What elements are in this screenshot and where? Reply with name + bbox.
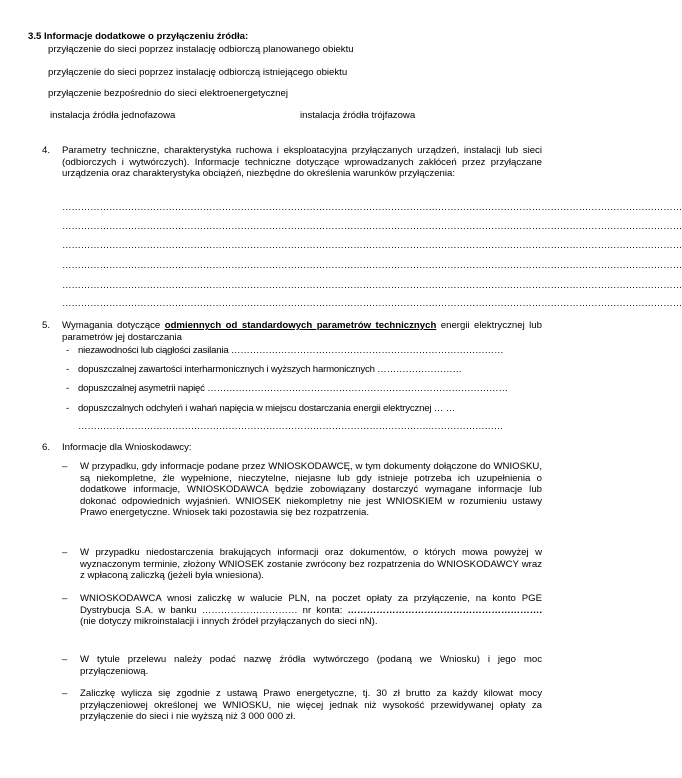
info-paragraph-2: W przypadku niedostarczenia brakujących informacji oraz dokumentów, o których mowa powyżej w wyznaczonym terminie, złożony WNIOSEK zostanie zwrócony bez rozpatrzenia do WNIOSKODAWCY wraz z wpłaconą zaliczką (jeżeli była wniesiona). [80,547,542,582]
info-paragraph-3 [80,593,542,628]
section-5-number: 5. [42,320,51,331]
section-6-title: Informacje dla Wnioskodawcy: [62,442,192,453]
option-three-phase: instalacja źródła trójfazowa [300,110,416,121]
info-paragraph-3-b: (nie dotyczy mikroinstalacji i innych źródeł przyłączanych do sieci nN). [80,616,378,628]
bullet-5: – [62,688,68,699]
req-harmonics[interactable]: dopuszczalnej zawartości interharmonicznych i wyższych harmonicznych ……………………… [78,364,462,375]
section-6-number: 6. [42,442,51,453]
answer-line-4[interactable]: ……………………………………………………………………………………………………………………………………………………………………………… [62,260,682,271]
section-5-post: energii elektrycznej lub parametrów jej dostarczania [62,320,542,343]
dash-3: - [66,383,70,394]
option-existing-object: przyłączenie do sieci poprzez instalację odbiorczą istniejącego obiektu [48,67,348,78]
answer-line-2[interactable]: ……………………………………………………………………………………………………………………………………………………………………………… [62,221,682,232]
info-paragraph-3-a: WNIOSKODAWCA wnosi zaliczkę w walucie PLN, na poczet opłaty za przyłączenie, na konto PGE Dystrybucja S.A. w banku ………………………… nr konta: [80,593,542,616]
section-5-pre: Wymagania dotyczące [62,320,165,331]
dash-1: - [66,345,70,356]
section-5-emphasis: odmiennych od standardowych parametrów technicznych [164,320,437,331]
section-3-5-title: 3.5 Informacje dodatkowe o przyłączeniu źródła: [28,31,249,42]
bullet-2: – [62,547,68,558]
dash-4: - [66,403,70,414]
answer-line-1[interactable]: ……………………………………………………………………………………………………………………………………………………………………………… [62,202,682,213]
req-voltage[interactable]: dopuszczalnych odchyleń i wahań napięcia w miejscu dostarczania energii elektrycznej … … [78,403,456,414]
answer-line-5[interactable]: ……………………………………………………………………………………………………………………………………………………………………………… [62,280,682,291]
option-planned-object: przyłączenie do sieci poprzez instalację odbiorczą planowanego obiektu [48,44,354,55]
option-direct-connection: przyłączenie bezpośrednio do sieci elektroenergetycznej [48,88,288,99]
info-paragraph-1: W przypadku, gdy informacje podane przez WNIOSKODAWCĘ, w tym dokumenty dołączone do WNIOSKU, są niekompletne, źle wypełnione, nieczytelne, niejasne lub gdy istnieje potrzeba ich uzupełnienia o dodatkowe informacje, WNIOSKODAWCA będzie zobowiązany dostarczyć wymagane informacje lub dokonać odpowiednich wyjaśnień. WNIOSEK niekompletny nie jest WNIOSKIEM w rozumieniu ustawy Prawo energetyczne. Wniosek taki pozostawia się bez rozpatrzenia. [80,461,542,519]
account-number-dots[interactable]: ……………………………………………………. [347,604,542,616]
section-4-number: 4. [42,145,51,156]
answer-line-3[interactable]: ……………………………………………………………………………………………………………………………………………………………………………… [62,240,682,251]
option-single-phase: instalacja źródła jednofazowa [50,110,176,121]
answer-line-6[interactable]: ……………………………………………………………………………………………………………………………………………………………………………… [62,298,682,309]
req-reliability[interactable]: niezawodności lub ciągłości zasilania …………………………………………………………………………… [78,345,504,356]
section-5-text [62,320,542,343]
info-paragraph-4: W tytule przelewu należy podać nazwę źródła wytwórczego (podaną we Wniosku) i jego moc przyłączeniową. [80,654,542,677]
info-paragraph-5: Zaliczkę wylicza się zgodnie z ustawą Prawo energetyczne, tj. 30 zł brutto za każdy kilowat mocy przyłączeniowej określonej we WNIOSKU, nie więcej jednak niż wysokość przewidywanej opłaty za przyłączenie do sieci i nie wyższą niż 3 000 000 zł. [80,688,542,723]
section-4-text: Parametry techniczne, charakterystyka ruchowa i eksploatacyjna przyłączanych urządzeń, instalacji lub sieci (odbiorczych i wytwórczych). Informacje techniczne dotyczące wprowadzanych zakłóceń przez przyłączane urządzenia oraz charakterystyka obciążeń, niezbędne do określenia warunków przyłączenia: [62,145,542,180]
bullet-1: – [62,461,68,472]
req-asymmetry[interactable]: dopuszczalnej asymetrii napięć …………………………………………………………………………………… [78,383,508,394]
bullet-4: – [62,654,68,665]
bullet-3: – [62,593,68,604]
req-continuation-line[interactable]: ………………………………………………………………………………………………….…………………… [78,421,504,432]
dash-2: - [66,364,70,375]
